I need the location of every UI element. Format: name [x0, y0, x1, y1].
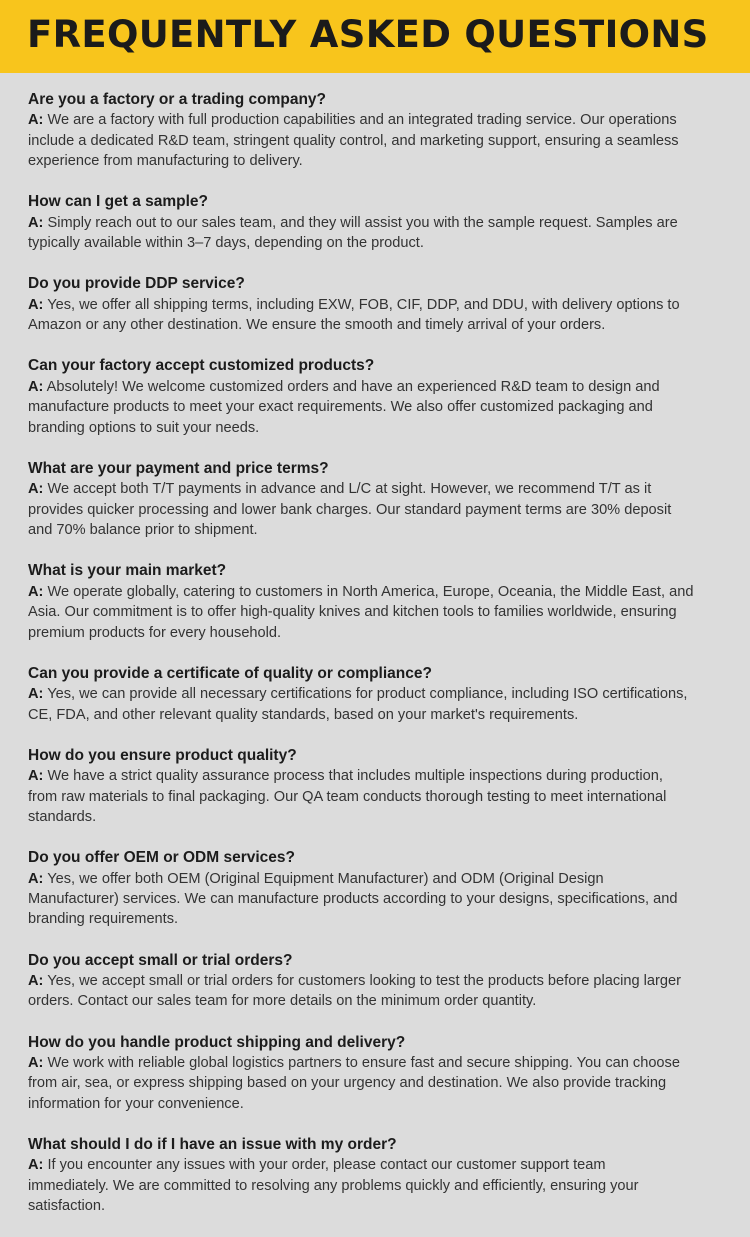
faq-answer — [28, 582, 740, 643]
faq-answer-text: We accept both T/T payments in advance and L/C at sight. However, we recommend T/T as it — [47, 481, 652, 498]
faq-answer — [28, 1155, 740, 1216]
faq-answer-text: from air, sea, or express shipping based on your urgency and destination. We also provide tracking — [28, 1075, 667, 1092]
faq-answer-line — [28, 479, 740, 499]
faq-answer-text: experience from manufacturing to delivery. — [28, 153, 303, 170]
faq-answer-line — [28, 1155, 740, 1175]
faq-answer-line — [28, 233, 740, 253]
faq-answer-text: We work with reliable global logistics partners to ensure fast and secure shipping. You can choose — [47, 1055, 680, 1071]
faq-item — [28, 848, 740, 930]
answer-label: A: — [28, 481, 44, 498]
faq-question: How can I get a sample? — [28, 193, 209, 211]
faq-answer — [28, 213, 740, 254]
faq-item — [28, 192, 740, 253]
faq-answer-text: Yes, we offer all shipping terms, including EXW, FOB, CIF, DDP, and DDU, with delivery options to — [47, 296, 680, 313]
faq-answer-text: include a dedicated R&D team, stringent quality control, and marketing support, ensuring a seamless — [28, 132, 679, 149]
faq-answer — [28, 110, 740, 171]
faq-answer-line — [28, 1053, 740, 1073]
faq-question: Can you provide a certificate of quality or compliance? — [28, 664, 432, 682]
faq-answer-line — [28, 623, 740, 643]
faq-question: What should I do if I have an issue with my order? — [28, 1136, 397, 1154]
faq-answer-text: branding requirements. — [28, 911, 179, 928]
faq-question: How do you handle product shipping and delivery? — [28, 1033, 406, 1051]
answer-label: A: — [28, 1055, 44, 1071]
faq-answer-text: orders. Contact our sales team for more details on the minimum order quantity. — [28, 993, 537, 1010]
faq-answer-line — [28, 889, 740, 909]
faq-item — [28, 746, 740, 828]
faq-question: Are you a factory or a trading company? — [28, 91, 327, 108]
faq-answer-line — [28, 1176, 740, 1196]
faq-answer-text: manufacture products to meet your exact requirements. We also offer customized packaging and — [28, 399, 653, 416]
faq-answer-text: typically available within 3–7 days, depending on the product. — [28, 235, 424, 252]
faq-answer-text: If you encounter any issues with your order, please contact our customer support team — [47, 1157, 606, 1174]
faq-answer-text: Asia. Our commitment is to offer high-quality knives and kitchen tools to families worldwide, ensuring — [28, 604, 677, 621]
faq-answer-text: Amazon or any other destination. We ensure the smooth and timely arrival of your orders. — [28, 317, 606, 334]
faq-answer-line — [28, 766, 740, 786]
faq-answer-line — [28, 602, 740, 622]
answer-label: A: — [28, 214, 44, 231]
faq-answer-line — [28, 1094, 740, 1114]
faq-answer-line — [28, 1196, 740, 1216]
faq-answer-text: CE, FDA, and other relevant quality standards, based on your market's requirements. — [28, 706, 579, 723]
faq-item — [28, 951, 740, 1012]
faq-answer-text: standards. — [28, 808, 97, 825]
answer-label: A: — [28, 972, 44, 989]
faq-answer-line — [28, 151, 740, 171]
answer-label: A: — [28, 296, 44, 313]
faq-answer-line — [28, 315, 740, 335]
faq-answer-text: immediately. We are committed to resolving any problems quickly and efficiently, ensuring your — [28, 1177, 639, 1194]
faq-item — [28, 274, 740, 335]
answer-label: A: — [28, 686, 44, 703]
faq-item — [28, 1033, 740, 1115]
faq-question: Do you accept small or trial orders? — [28, 951, 293, 969]
faq-answer — [28, 684, 740, 725]
faq-answer — [28, 295, 740, 336]
answer-label: A: — [28, 1157, 44, 1174]
faq-answer-text: Yes, we offer both OEM (Original Equipment Manufacturer) and ODM (Original Design — [47, 870, 604, 887]
faq-answer-text: branding options to suit your needs. — [28, 419, 260, 436]
faq-answer-line — [28, 520, 740, 540]
faq-question: How do you ensure product quality? — [28, 746, 297, 764]
page-title: FREQUENTLY ASKED QUESTIONS — [27, 13, 709, 56]
faq-answer-text: We are a factory with full production capabilities and an integrated trading service. Our operations — [47, 112, 677, 129]
faq-question: Do you provide DDP service? — [28, 275, 245, 293]
faq-question: What are your payment and price terms? — [28, 459, 329, 477]
faq-answer-line — [28, 131, 740, 151]
faq-item — [28, 356, 740, 438]
faq-answer-line — [28, 909, 740, 929]
faq-answer-line — [28, 869, 740, 889]
faq-answer-line — [28, 110, 740, 130]
faq-answer-text: We operate globally, catering to customers in North America, Europe, Oceania, the Middle East, and — [47, 583, 694, 600]
faq-item — [28, 1135, 740, 1217]
faq-answer-line — [28, 971, 740, 991]
faq-answer — [28, 479, 740, 540]
answer-label: A: — [28, 583, 44, 600]
faq-answer — [28, 1053, 740, 1114]
faq-item — [28, 90, 740, 172]
faq-answer-line — [28, 295, 740, 315]
faq-item — [28, 664, 740, 725]
faq-answer-text: premium products for every household. — [28, 624, 282, 641]
faq-answer-text: from raw materials to final packaging. Our QA team conducts thorough testing to meet international — [28, 788, 667, 805]
faq-question: Do you offer OEM or ODM services? — [28, 849, 295, 867]
faq-answer-line — [28, 397, 740, 417]
faq-answer-text: satisfaction. — [28, 1198, 106, 1215]
faq-item — [28, 561, 740, 643]
faq-answer-line — [28, 1073, 740, 1093]
faq-answer — [28, 766, 740, 827]
faq-answer-line — [28, 991, 740, 1011]
faq-answer-line — [28, 787, 740, 807]
faq-answer-line — [28, 213, 740, 233]
answer-label: A: — [28, 112, 44, 129]
faq-item — [28, 459, 740, 541]
faq-answer-text: We have a strict quality assurance process that includes multiple inspections during production, — [47, 768, 663, 785]
faq-answer-line — [28, 418, 740, 438]
faq-answer — [28, 971, 740, 1012]
faq-question: Can your factory accept customized products? — [28, 357, 375, 375]
faq-answer-line — [28, 500, 740, 520]
faq-question: What is your main market? — [28, 562, 227, 580]
faq-answer — [28, 869, 740, 930]
faq-answer-line — [28, 582, 740, 602]
faq-answer-line — [28, 705, 740, 725]
faq-answer-text: Yes, we accept small or trial orders for customers looking to test the products before placing larger — [47, 972, 681, 989]
faq-answer-line — [28, 807, 740, 827]
faq-answer-text: provides quicker processing and lower bank charges. Our standard payment terms are 30% deposit — [28, 501, 672, 518]
title-banner — [0, 0, 750, 73]
faq-answer-text: Simply reach out to our sales team, and they will assist you with the sample request. Samples are — [47, 214, 678, 231]
faq-answer-line — [28, 377, 740, 397]
faq-answer-line — [28, 684, 740, 704]
answer-label: A: — [28, 378, 44, 395]
faq-answer-text: Absolutely! We welcome customized orders and have an experienced R&D team to design and — [46, 378, 660, 395]
faq-answer-text: Manufacturer) services. We can manufacture products according to your designs, specifications, and — [28, 890, 678, 907]
faq-list — [28, 90, 740, 1237]
answer-label: A: — [28, 768, 44, 785]
faq-answer-text: information for your convenience. — [28, 1095, 244, 1112]
faq-answer — [28, 377, 740, 438]
faq-answer-text: Yes, we can provide all necessary certifications for product compliance, including ISO certifications, — [47, 686, 688, 703]
answer-label: A: — [28, 870, 44, 887]
faq-answer-text: and 70% balance prior to shipment. — [28, 522, 258, 539]
